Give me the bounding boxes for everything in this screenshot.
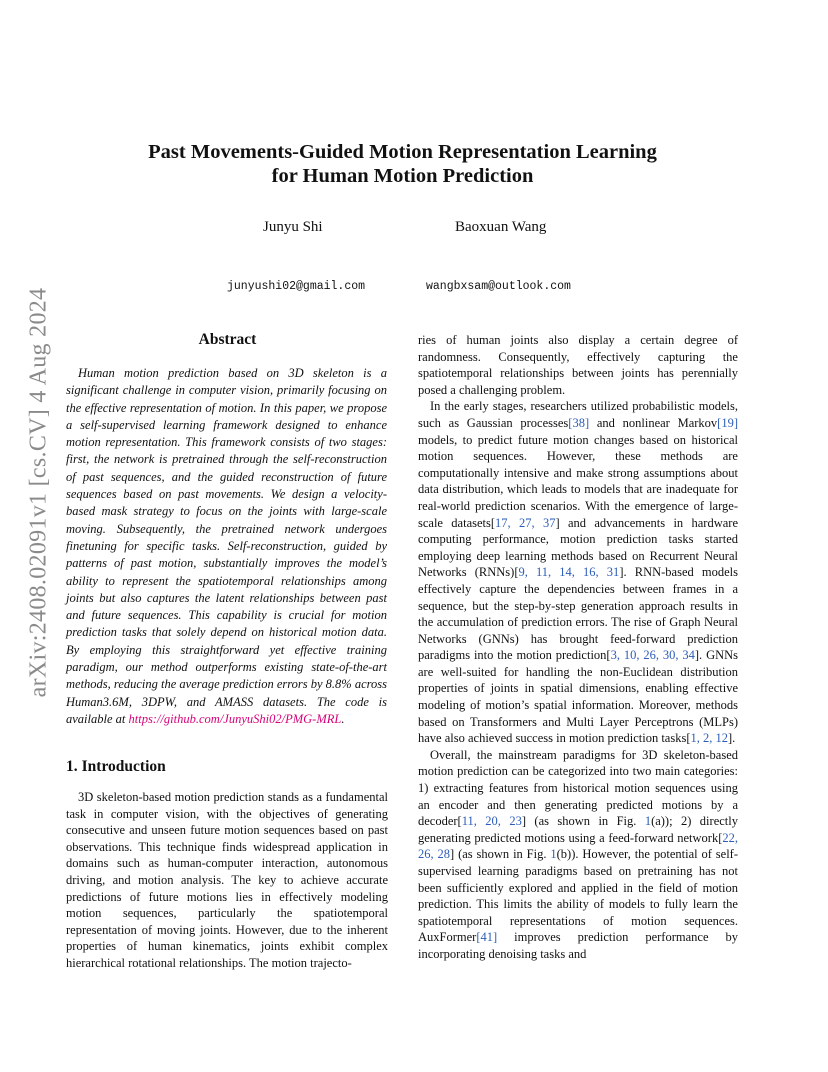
text-span: (a)); 2) directly generating predicted motions using a feed-forward network[ <box>418 814 738 845</box>
right-paragraph-1: ries of human joints also display a certain degree of randomness. Consequently, effectively capturing the spatiotemporal relationships between joints has perennially posed a challenging problem. <box>418 333 738 397</box>
author-name-1: Junyu Shi <box>263 219 323 235</box>
citation-link[interactable]: 11, 20, 23 <box>461 814 522 829</box>
citation-link[interactable]: 9, 11, 14, 16, 31 <box>518 565 620 580</box>
text-span: (b)). However, the potential of self-supervised learning paradigms based on pretraining has not been sufficiently explored and applied in the field of motion prediction. This limits the ability of models to fully learn the spatiotemporal representations of motion sequences. AuxFormer <box>418 847 739 945</box>
section-heading-introduction <box>66 758 166 776</box>
abstract-end-punct: . <box>341 711 345 726</box>
code-repository-link[interactable]: https://github.com/JunyuShi02/PMG-MRL <box>128 711 342 726</box>
text-span: ] and advancements in hardware computing performance, motion prediction tasks started employing deep learning methods based on Recurrent Neural Networks (RNNs)[ <box>418 515 738 580</box>
text-span: and nonlinear Markov <box>589 415 718 430</box>
abstract-text <box>66 365 387 728</box>
section-number: 1. <box>66 758 78 775</box>
arxiv-id-text: arXiv:2408.02091v1 [cs.CV] 4 Aug 2024 <box>25 287 52 697</box>
text-span: ]. RNN-based models effectively capture the dependencies between frames in a sequence, but the step-by-step generation approach results in the accumulation of prediction errors. The rise of Graph Neural Networks (GNNs) has brought feed-forward prediction paradigms into the motion prediction[ <box>418 565 738 663</box>
author-email-2[interactable]: wangbxsam@outlook.com <box>426 280 571 293</box>
figure-link[interactable]: 1 <box>550 847 557 862</box>
title-line-1: Past Movements-Guided Motion Representation Learning <box>148 141 657 163</box>
text-span: improves prediction performance by incorporating denoising tasks and <box>418 930 738 961</box>
paper-title <box>100 140 705 188</box>
figure-link[interactable]: 1 <box>644 814 652 829</box>
text-span: ] (as shown in Fig. <box>450 847 551 862</box>
abstract-heading: Abstract <box>198 331 257 348</box>
citation-link[interactable]: 1, 2, 12 <box>690 731 728 746</box>
text-span: In the early stages, researchers utilized probabilistic models, such as Gaussian processes <box>418 399 738 430</box>
title-line-2: for Human Motion Prediction <box>271 165 534 187</box>
citation-link[interactable]: 3, 10, 26, 30, 34 <box>610 648 695 663</box>
right-paragraph-3 <box>418 747 738 963</box>
author-name-2: Baoxuan Wang <box>455 219 547 235</box>
citation-link[interactable]: 17, 27, 37 <box>495 515 556 530</box>
text-span: ] (as shown in Fig. <box>521 814 645 829</box>
citation-link[interactable]: [38] <box>568 415 590 430</box>
section-title: Introduction <box>81 758 166 775</box>
right-column-text <box>418 332 738 963</box>
citation-link[interactable]: [41] <box>476 930 498 945</box>
text-span: ]. <box>728 731 736 746</box>
right-paragraph-2 <box>418 398 738 746</box>
abstract-body-text: Human motion prediction based on 3D skeleton is a significant challenge in computer vision, primarily focusing on the effective representation of motion. In this paper, we propose a self-supervised learning framework designed to enhance motion representation. This framework consists of two stages: first, the network is pretrained through the self-reconstruction of past sequences, and the guided reconstruction of future sequences based on past movements. We design a velocity-based mask strategy to focus on the joints with large-scale moving. Subsequently, the pretrained network undergoes finetuning for specific tasks. Self-reconstruction, guided by patterns of past motion, substantially improves the model’s ability to represent the spatiotemporal relationships among joints but also captures the latent relationships between past and future sequences. This capability is crucial for motion prediction tasks that solely depend on historical motion data. By employing this straightforward yet effective training paradigm, our method outperforms existing state-of-the-art methods, reducing the average prediction errors by 8.8% across Human3.6M, 3DPW, and AMASS datasets. The code is available at <box>66 366 388 726</box>
text-span: Overall, the mainstream paradigms for 3D skeleton-based motion prediction can be categorized into two main categories: 1) extracting features from historical motion sequences using an encoder and then generating predicted motions by a decoder[ <box>418 747 738 829</box>
citation-link[interactable]: [19] <box>717 415 738 430</box>
arxiv-identifier-stamp <box>22 287 56 697</box>
introduction-paragraph: 3D skeleton-based motion prediction stands as a fundamental task in computer vision, with the objectives of generating consecutive and unseen future motion sequences based on past observations. This technique finds widespread application in domains such as human-computer interaction, autonomous driving, and motion analysis. The key to achieve accurate predictions of future motions lies in effectively modeling motion sequences, particularly the spatiotemporal representation of moving joints. However, due to the inherent properties of human kinematics, joints exhibit complex hierarchical rotational relationships. The motion trajecto- <box>66 790 388 970</box>
text-span: models, to predict future motion changes based on historical motion sequences. However, these methods are computationally intensive and make strong assumptions about data distribution, which leads to models that are inadequate for real-world prediction scenarios. With the emergence of large-scale datasets[ <box>418 432 738 530</box>
author-email-1[interactable]: junyushi02@gmail.com <box>227 280 366 293</box>
citation-link[interactable]: 22, 26, 28 <box>418 830 738 862</box>
text-span: ]. GNNs are well-suited for handling the non-Euclidean distribution properties of joints in spatial dimensions, enabling effective modeling of motion’s spatial information. Moreover, methods based on Transformers and Multi Layer Perceptrons (MLPs) have also achieved success in motion prediction tasks[ <box>418 648 739 746</box>
